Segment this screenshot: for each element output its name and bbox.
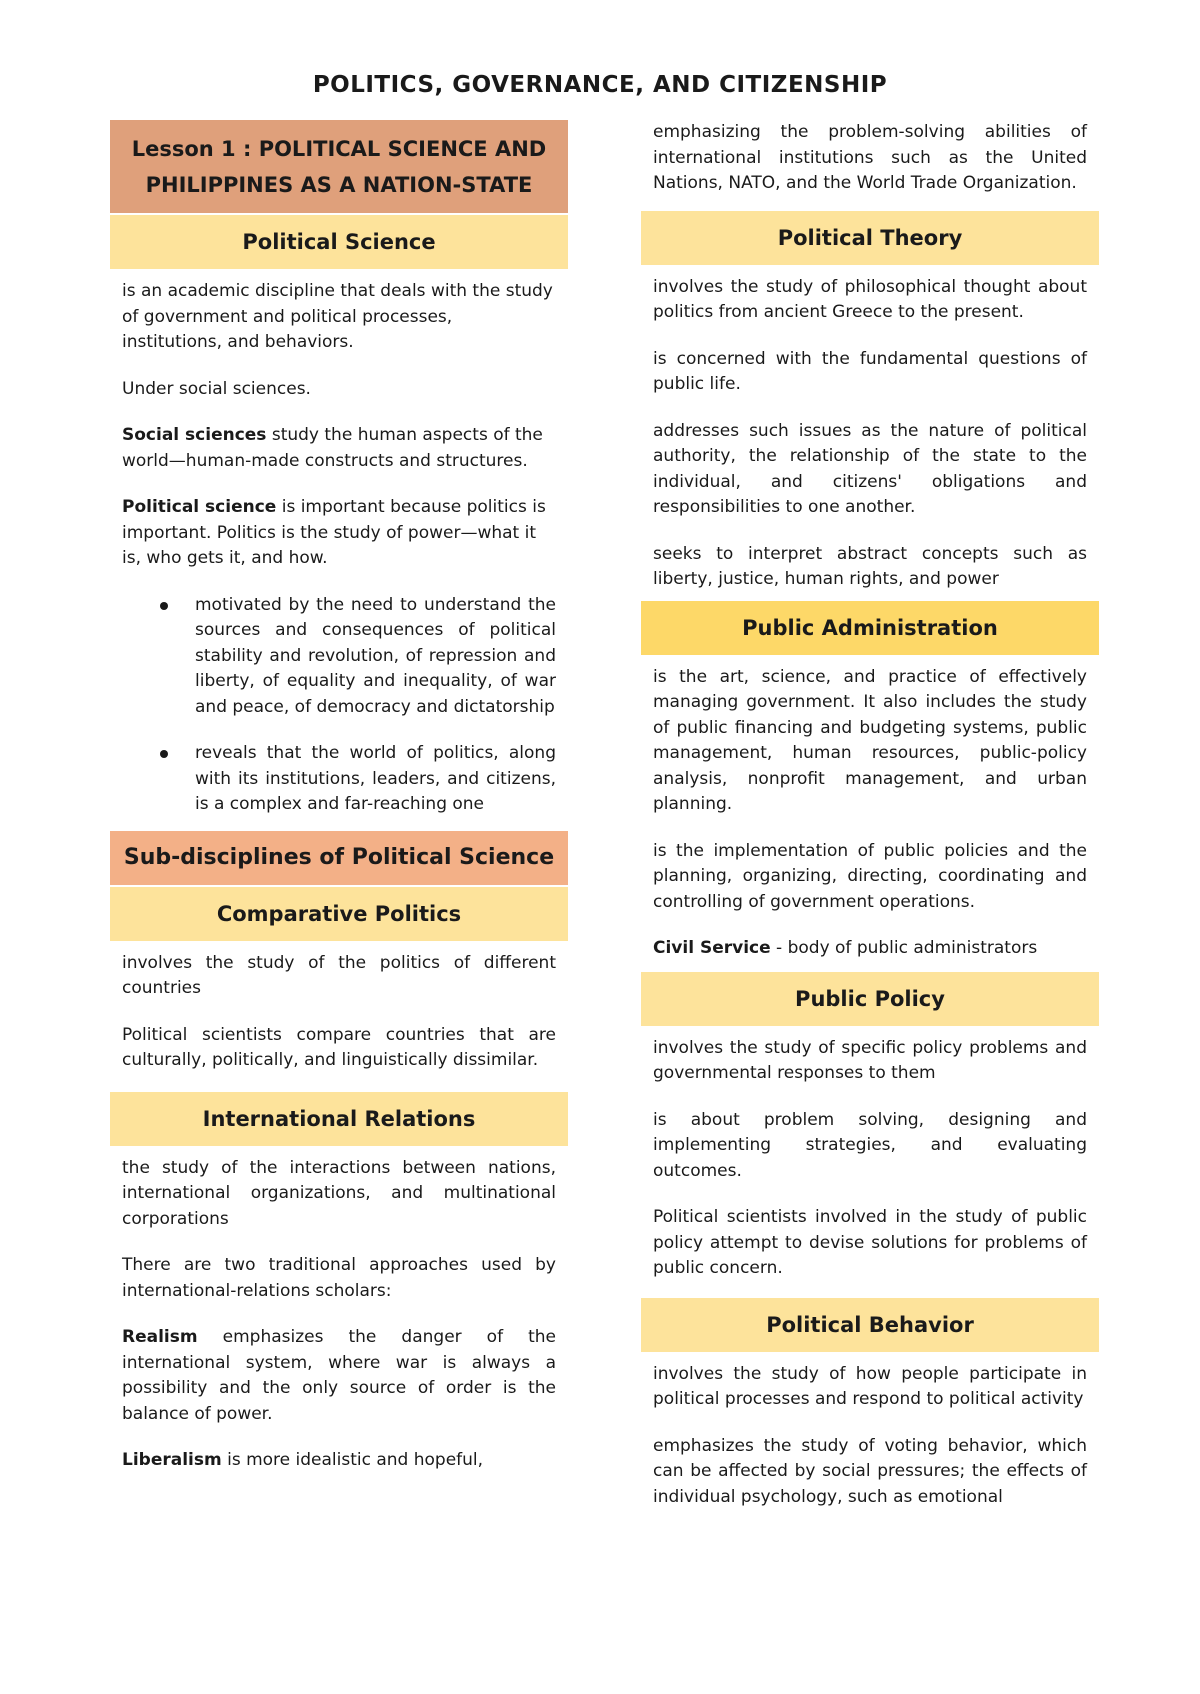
policy-p2: is about problem solving, designing and implementing strategies, and evaluating outcomes. <box>653 1109 1087 1181</box>
international-relations-heading: International Relations <box>110 1092 568 1146</box>
social-sciences-term: Social sciences <box>122 425 267 445</box>
political-theory-heading: Political Theory <box>641 211 1099 265</box>
under-social-sciences: Under social sciences. <box>122 378 311 399</box>
social-sciences-paragraph <box>122 423 556 474</box>
political-theory-section <box>641 275 1099 593</box>
public-policy-heading: Public Policy <box>641 972 1099 1026</box>
liberalism-text: is more idealistic and hopeful, <box>221 1450 484 1470</box>
behavior-p1: involves the study of how people participate in political processes and respond to political activity <box>653 1363 1087 1409</box>
importance-term: Political science <box>122 497 277 517</box>
social-sciences-text: study the human aspects of the world—human-made constructs and structures. <box>122 425 543 471</box>
public-administration-section <box>641 665 1099 962</box>
policy-p1: involves the study of specific policy problems and governmental responses to them <box>653 1037 1087 1083</box>
public-administration-heading: Public Administration <box>641 601 1099 655</box>
liberalism-paragraph <box>122 1448 556 1474</box>
right-column <box>641 120 1099 1510</box>
left-column <box>110 120 568 1474</box>
realism-text: emphasizes the danger of the international system, where war is always a possibility and the only source of order is the balance of power. <box>122 1327 556 1424</box>
subdisciplines-heading: Sub-disciplines of Political Science <box>110 831 568 885</box>
bullet-item: reveals that the world of politics, along with its institutions, leaders, and citizens, is a complex and far-reaching one <box>195 741 556 818</box>
importance-text: is important because politics is important. Politics is the study of power—what it is, who gets it, and how. <box>122 497 546 568</box>
policy-p3: Political scientists involved in the study of public policy attempt to devise solutions for problems of public concern. <box>653 1207 1087 1278</box>
political-science-heading: Political Science <box>110 215 568 269</box>
comparative-p2: Political scientists compare countries that are culturally, politically, and linguistically dissimilar. <box>122 1024 556 1070</box>
admin-p1: is the art, science, and practice of effectively managing government. It also includes the study of public financing and budgeting systems, public management, human resources, public-policy analysis, nonprofit management, and urban planning. <box>653 666 1087 814</box>
realism-paragraph <box>122 1325 556 1427</box>
liberalism-continued <box>641 120 1099 197</box>
civil-service-term: Civil Service <box>653 938 771 958</box>
liberalism-term: Liberalism <box>122 1450 222 1470</box>
civil-service-paragraph <box>653 936 1087 962</box>
theory-p2: is concerned with the fundamental questions of public life. <box>653 348 1087 394</box>
importance-paragraph <box>122 495 556 572</box>
theory-p4: seeks to interpret abstract concepts such as liberty, justice, human rights, and power <box>653 543 1087 589</box>
civil-service-text: - body of public administrators <box>770 938 1038 958</box>
international-relations-section <box>110 1156 568 1474</box>
admin-p2: is the implementation of public policies and the planning, organizing, directing, coordinating and controlling of government operations. <box>653 840 1087 912</box>
political-science-definition: is an academic discipline that deals with the study of government and political processes, institutions, and behaviors. <box>122 281 553 352</box>
importance-bullets <box>110 593 568 818</box>
lesson-heading: Lesson 1 : POLITICAL SCIENCE AND PHILIPPINES AS A NATION-STATE <box>110 120 568 213</box>
political-science-section <box>110 279 568 572</box>
international-p1: the study of the interactions between nations, international organizations, and multinational corporations <box>122 1157 556 1229</box>
behavior-p2: emphasizes the study of voting behavior, which can be affected by social pressures; the effects of individual psychology, such as emotional <box>653 1435 1087 1507</box>
public-policy-section <box>641 1036 1099 1282</box>
realism-term: Realism <box>122 1327 198 1347</box>
comparative-politics-section <box>110 951 568 1074</box>
page-title: POLITICS, GOVERNANCE, AND CITIZENSHIP <box>312 72 888 98</box>
theory-p1: involves the study of philosophical thought about politics from ancient Greece to the present. <box>653 276 1087 322</box>
political-behavior-section <box>641 1362 1099 1511</box>
liberalism-continued-text: emphasizing the problem-solving abilities of international institutions such as the United Nations, NATO, and the World Trade Organization. <box>653 122 1087 193</box>
bullet-item: motivated by the need to understand the sources and consequences of political stability and revolution, of repression and liberty, of equality and inequality, of war and peace, of democracy and dictatorship <box>195 593 556 721</box>
theory-p3: addresses such issues as the nature of political authority, the relationship of the state to the individual, and citizens' obligations and responsibilities to one another. <box>653 420 1087 517</box>
comparative-politics-heading: Comparative Politics <box>110 887 568 941</box>
political-behavior-heading: Political Behavior <box>641 1298 1099 1352</box>
international-p2: There are two traditional approaches used by international-relations scholars: <box>122 1255 556 1301</box>
comparative-p1: involves the study of the politics of different countries <box>122 952 556 998</box>
